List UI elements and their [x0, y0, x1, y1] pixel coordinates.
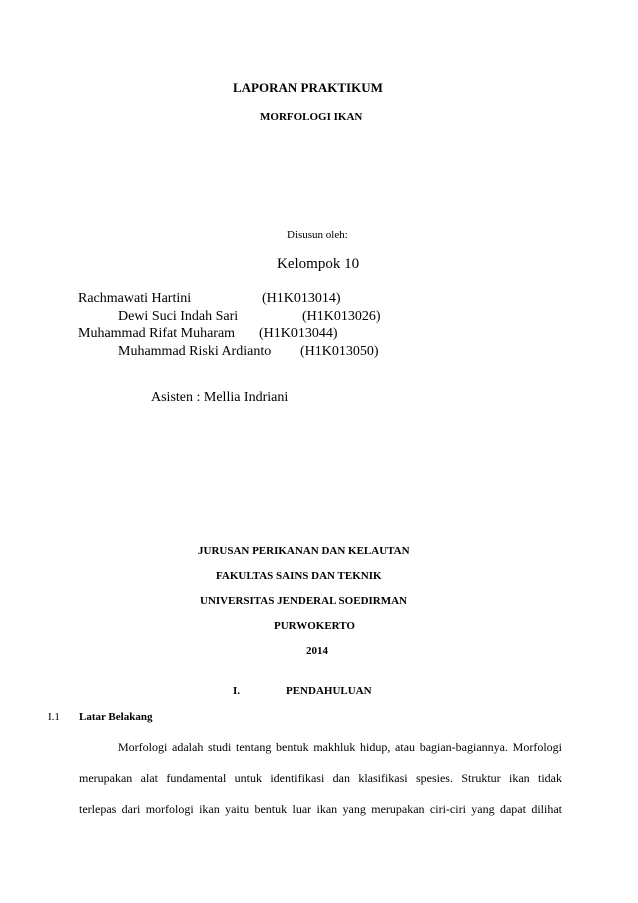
member-name: Dewi Suci Indah Sari: [118, 309, 239, 324]
compiled-by-label: Disusun oleh:: [287, 229, 348, 241]
paragraph-line: Morfologi adalah studi tentang bentuk makhluk hidup, atau bagian-bagiannya. Morfologi: [118, 740, 562, 754]
member-nim: (H1K013014): [262, 291, 341, 306]
paragraph-line: terlepas dari morfologi ikan yaitu bentuk luar ikan yang merupakan ciri-ciri yang dapat dilihat: [79, 802, 562, 816]
city-name: PURWOKERTO: [274, 620, 355, 632]
assistant-name: Asisten : Mellia Indriani: [151, 390, 289, 405]
member-nim: (H1K013050): [300, 344, 379, 359]
member-name: Rachmawati Hartini: [78, 291, 192, 306]
report-subtitle: MORFOLOGI IKAN: [260, 111, 363, 123]
section-number: I.1: [48, 711, 60, 723]
chapter-title: PENDAHULUAN: [286, 685, 372, 697]
paragraph-line: merupakan alat fundamental untuk identifikasi dan klasifikasi spesies. Struktur ikan tidak: [79, 771, 562, 785]
year: 2014: [306, 645, 328, 657]
member-nim: (H1K013026): [302, 309, 381, 324]
member-name: Muhammad Rifat Muharam: [78, 326, 236, 341]
chapter-number: I.: [233, 685, 241, 697]
department-name: JURUSAN PERIKANAN DAN KELAUTAN: [198, 545, 410, 557]
group-name: Kelompok 10: [277, 256, 360, 272]
faculty-name: FAKULTAS SAINS DAN TEKNIK: [216, 570, 382, 582]
report-title: LAPORAN PRAKTIKUM: [233, 80, 383, 95]
section-title: Latar Belakang: [79, 711, 153, 723]
university-name: UNIVERSITAS JENDERAL SOEDIRMAN: [200, 595, 408, 607]
member-nim: (H1K013044): [259, 326, 338, 341]
member-name: Muhammad Riski Ardianto: [118, 344, 272, 359]
